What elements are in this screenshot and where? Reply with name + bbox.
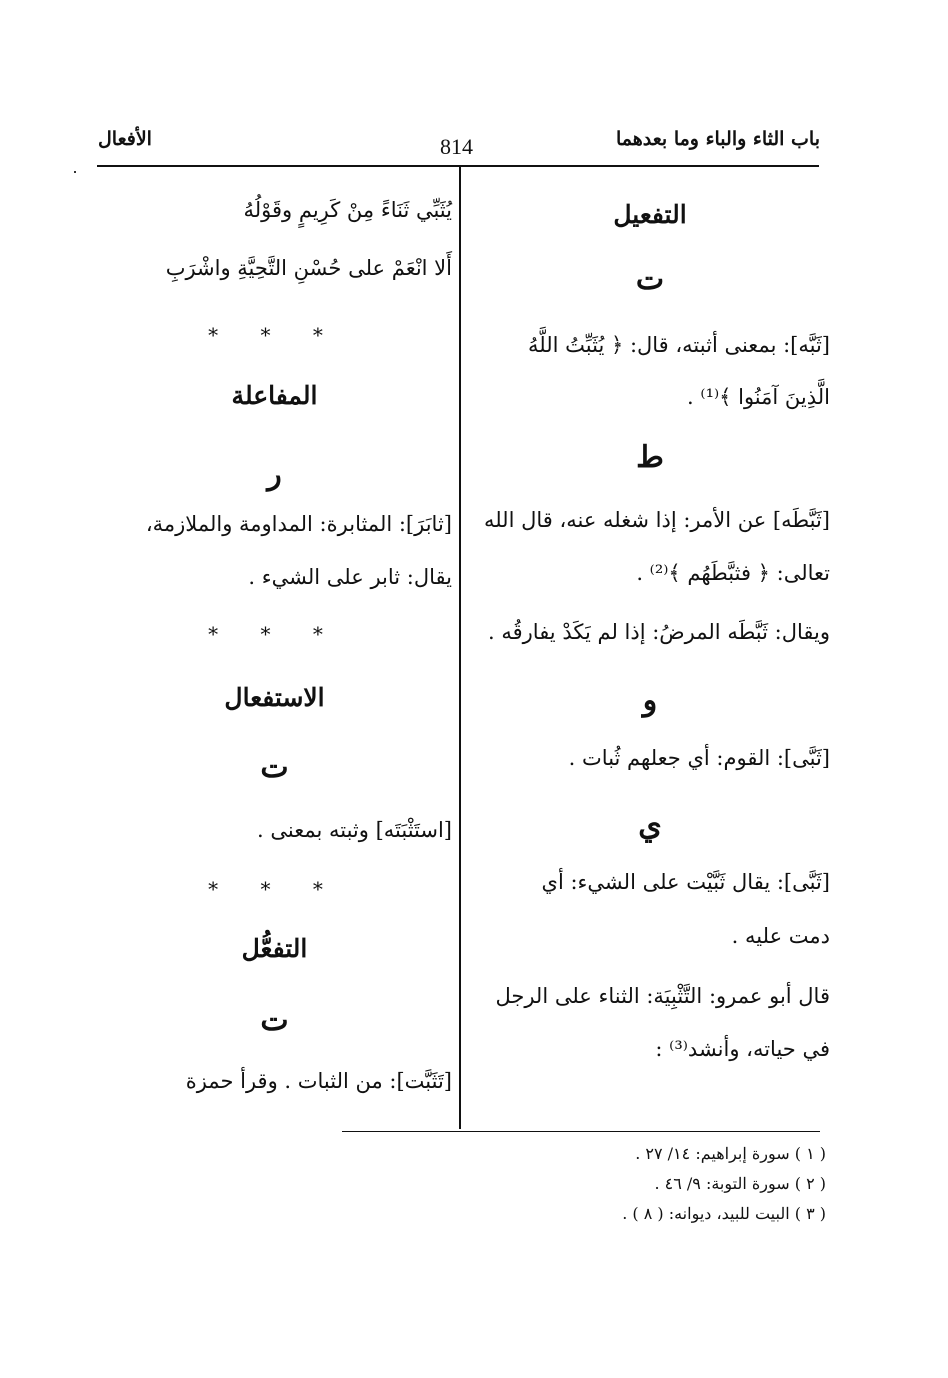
section-heading: المفاعلة [231, 381, 318, 410]
margin-mark [74, 171, 76, 173]
entry-text: [ثابَرَ]: المثابرة: المداومة والملازمة، [145, 512, 452, 536]
entry-text: [ثَبَّه]: بمعنى أثبته، قال: ﴿ يُثَبِّتُ اللَّهُ [528, 333, 830, 357]
entry-text: تعالى: ﴿ فثبَّطَهُم ﴾⁽²⁾ . [636, 561, 830, 585]
root-letter: ر [267, 457, 282, 492]
root-letter: ت [635, 262, 665, 297]
section-heading: الاستفعال [224, 683, 325, 712]
root-letter: ت [260, 750, 289, 785]
column-divider [459, 167, 461, 1129]
section-separator: * * * [208, 323, 341, 347]
section-heading: التفعيل [613, 200, 687, 229]
root-letter: و [642, 683, 658, 718]
footnote: ( ٣ ) البيت للبيد، ديوانه: ( ٨ ) . [622, 1204, 826, 1223]
entry-text: [استَثْبَتَه] وثبته بمعنى . [257, 818, 452, 842]
entry-text: [ثَبَّطَه] عن الأمر: إذا شغله عنه، قال الله [483, 508, 830, 532]
entry-text: يقال: ثابر على الشيء . [248, 565, 452, 589]
entry-text: [ثَبَّى]: القوم: أي جعلهم ثُبات . [568, 746, 830, 770]
poem-verse: يُثَبِّي ثَنَاءً مِنْ كَرِيمٍ وقَوْلُهُ [243, 198, 452, 222]
root-letter: ت [260, 1003, 289, 1038]
footnote: ( ٢ ) سورة التوبة: ٩/ ٤٦ . [654, 1174, 826, 1193]
section-heading: التفعُّل [241, 934, 308, 963]
footnote-rule [342, 1131, 820, 1132]
root-letter: ي [638, 808, 662, 843]
page-number: 814 [440, 134, 473, 159]
running-header-chapter: باب الثاء والباء وما بعدهما [615, 128, 820, 150]
header-rule [97, 165, 819, 167]
footnote: ( ١ ) سورة إبراهيم: ١٤/ ٢٧ . [635, 1144, 826, 1163]
footnotes [622, 1144, 826, 1234]
entry-text: الَّذِينَ آمَنُوا ﴾⁽¹⁾ . [687, 385, 830, 409]
running-header-section: الأفعال [98, 128, 152, 150]
section-separator: * * * [208, 877, 341, 901]
entry-text: [ثَبَّى]: يقال ثَبَّيْت على الشيء: أي [541, 870, 830, 894]
entry-text: قال أبو عمرو: التَّثْبِيَة: الثناء على الرجل [495, 984, 830, 1008]
entry-text: في حياته، وأنشد⁽³⁾ : [655, 1037, 830, 1061]
entry-text: [تَثَبَّت]: من الثبات . وقرأ حمزة [185, 1069, 452, 1093]
poem-verse: أَلا انْعَمْ على حُسْنِ التَّحِيَّةِ واشْرَبِ [165, 256, 452, 280]
entry-text: دمت عليه . [731, 924, 830, 948]
root-letter: ط [636, 440, 664, 475]
section-separator: * * * [208, 622, 341, 646]
entry-text: ويقال: ثَبَّطَه المرضُ: إذا لم يَكَدْ يفارقُه . [488, 620, 830, 644]
